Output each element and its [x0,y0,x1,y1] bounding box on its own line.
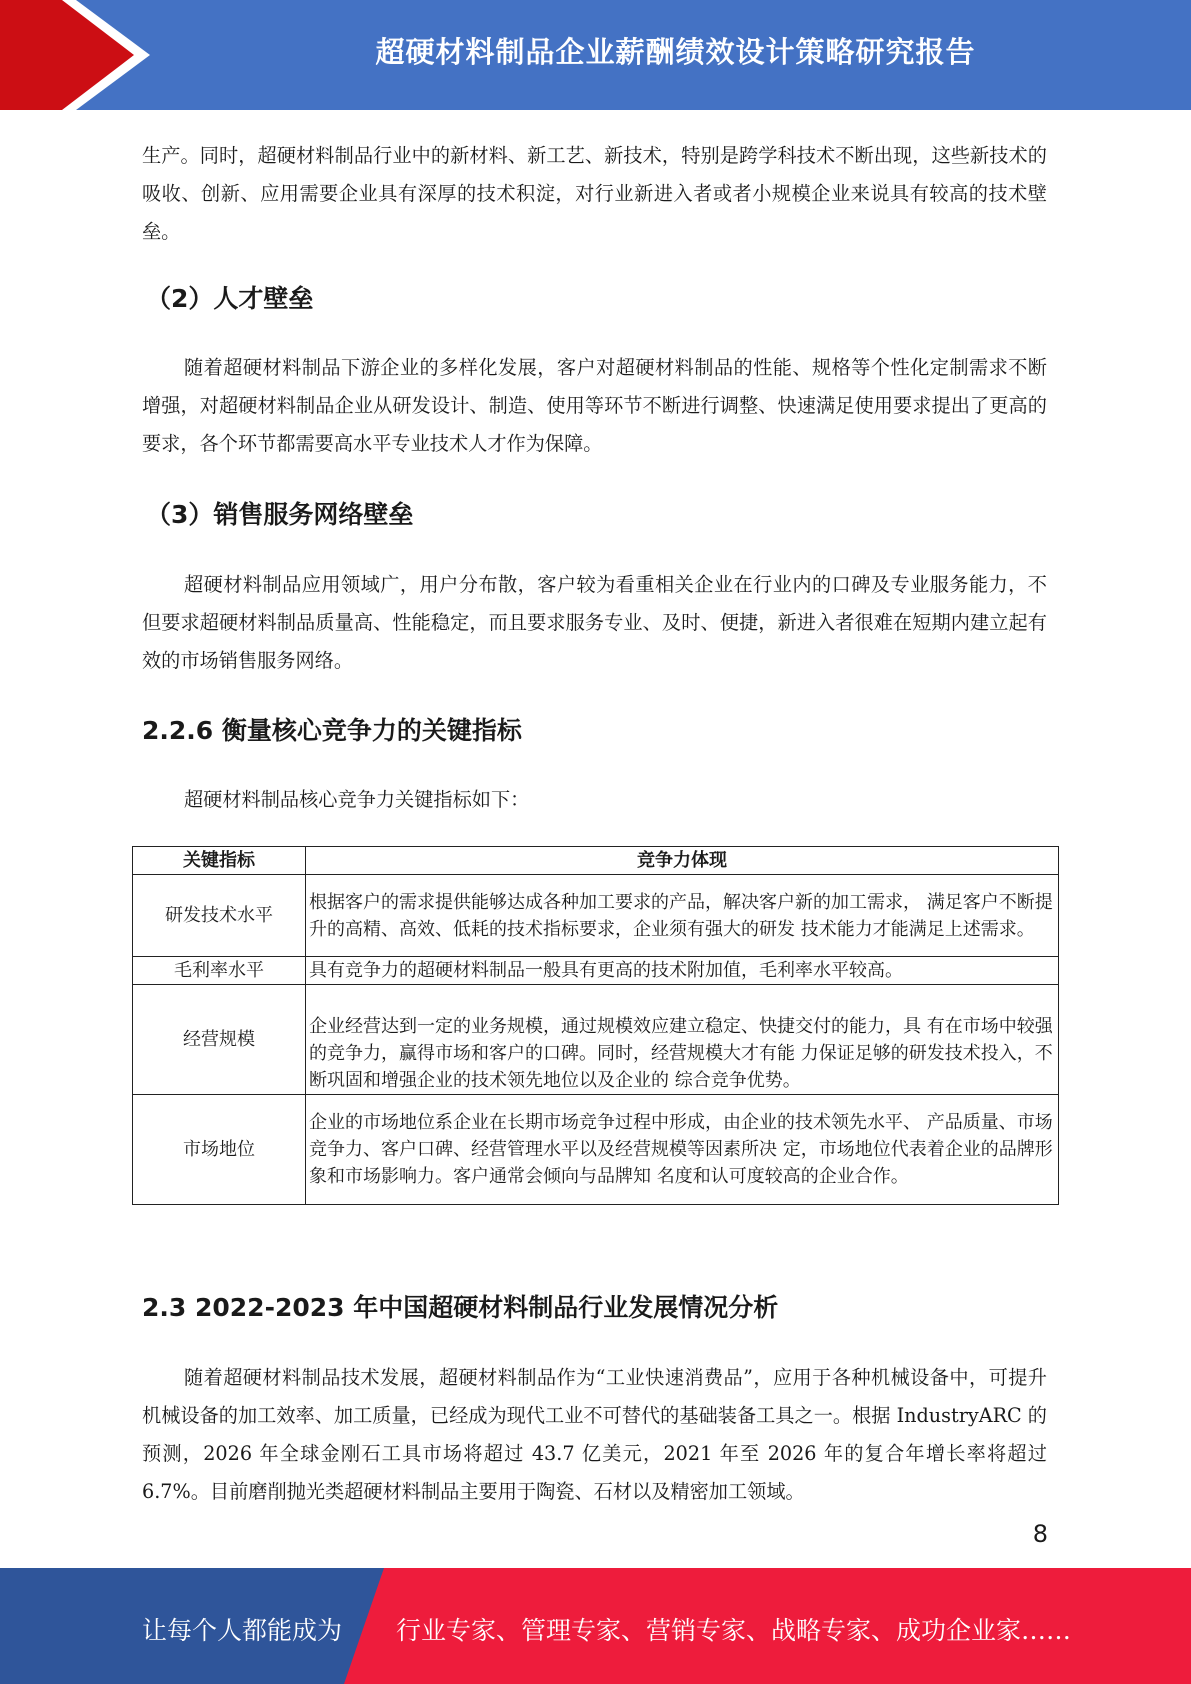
table-header-row [133,847,1059,875]
description-cell: 具有竞争力的超硬材料制品一般具有更高的技术附加值，毛利率水平较高。 [306,957,1059,985]
indicator-cell: 毛利率水平 [133,957,306,985]
heading-sales-barrier: （3）销售服务网络壁垒 [146,500,414,529]
header-arrow-logo [0,0,150,110]
table-row [133,1095,1059,1205]
page-number: 8 [1032,1520,1048,1548]
description-cell: 根据客户的需求提供能够达成各种加工要求的产品，解决客户新的加工需求， 满足客户不断提升的高精、高效、低耗的技术指标要求，企业须有强大的研发 技术能力才能满足上述需求。 [306,875,1059,957]
report-title: 超硬材料制品企业薪酬绩效设计策略研究报告 [375,35,976,69]
sales-barrier-paragraph: 超硬材料制品应用领域广，用户分布散，客户较为看重相关企业在行业内的口碑及专业服务能力，不但要求超硬材料制品质量高、性能稳定，而且要求服务专业、及时、便捷，新进入者很难在短期内建立起有效的市场销售服务网络。 [142,573,1047,672]
indicator-cell: 研发技术水平 [133,875,306,957]
kpi-table [132,846,1059,1205]
page-header [0,0,1191,110]
table-row [133,985,1059,1095]
footer-slogan-left: 让每个人都能成为 [142,1616,343,1645]
table-header-indicator: 关键指标 [133,847,306,875]
table-header-competitiveness: 竞争力体现 [306,847,1059,875]
description-cell: 企业经营达到一定的业务规模，通过规模效应建立稳定、快捷交付的能力，具 有在市场中较强的竞争力，赢得市场和客户的口碑。同时，经营规模大才有能 力保证足够的研发技术投入，不断巩固和增强企业的技术领先地位以及企业的 综合竞争优势。 [306,985,1059,1095]
description-cell: 企业的市场地位系企业在长期市场竞争过程中形成，由企业的技术领先水平、 产品质量、市场竞争力、客户口碑、经营管理水平以及经营规模等因素所决 定，市场地位代表着企业的品牌形象和市场影响力。客户通常会倾向与品牌知 名度和认可度较高的企业合作。 [306,1095,1059,1205]
footer-slogan-right: 行业专家、管理专家、营销专家、战略专家、成功企业家…… [396,1616,1072,1645]
heading-2-2-6: 2.2.6 衡量核心竞争力的关键指标 [142,716,522,745]
kpi-intro: 超硬材料制品核心竞争力关键指标如下： [184,788,530,811]
talent-barrier-paragraph: 随着超硬材料制品下游企业的多样化发展，客户对超硬材料制品的性能、规格等个性化定制需求不断增强，对超硬材料制品企业从研发设计、制造、使用等环节不断进行调整、快速满足使用要求提出了更高的要求，各个环节都需要高水平专业技术人才作为保障。 [142,356,1047,455]
indicator-cell: 市场地位 [133,1095,306,1205]
heading-2-3: 2.3 2022-2023 年中国超硬材料制品行业发展情况分析 [142,1293,779,1322]
page-footer [0,1568,1191,1684]
intro-paragraph: 生产。同时，超硬材料制品行业中的新材料、新工艺、新技术，特别是跨学科技术不断出现，这些新技术的吸收、创新、应用需要企业具有深厚的技术积淀，对行业新进入者或者小规模企业来说具有较高的技术壁垒。 [142,144,1047,243]
indicator-cell: 经营规模 [133,985,306,1095]
table-row [133,957,1059,985]
heading-talent-barrier: （2）人才壁垒 [146,284,314,313]
table-row [133,875,1059,957]
section-2-3-paragraph: 随着超硬材料制品技术发展，超硬材料制品作为“工业快速消费品”，应用于各种机械设备中，可提升机械设备的加工效率、加工质量，已经成为现代工业不可替代的基础装备工具之一。根据 IndustryARC 的预测，2026 年全球金刚石工具市场将超过 43.7 亿美元，2021 年至 2026 年的复合年增长率将超过 6.7%。目前磨削抛光类超硬材料制品主要用于陶瓷、石材以及精密加工领域。 [142,1366,1047,1503]
